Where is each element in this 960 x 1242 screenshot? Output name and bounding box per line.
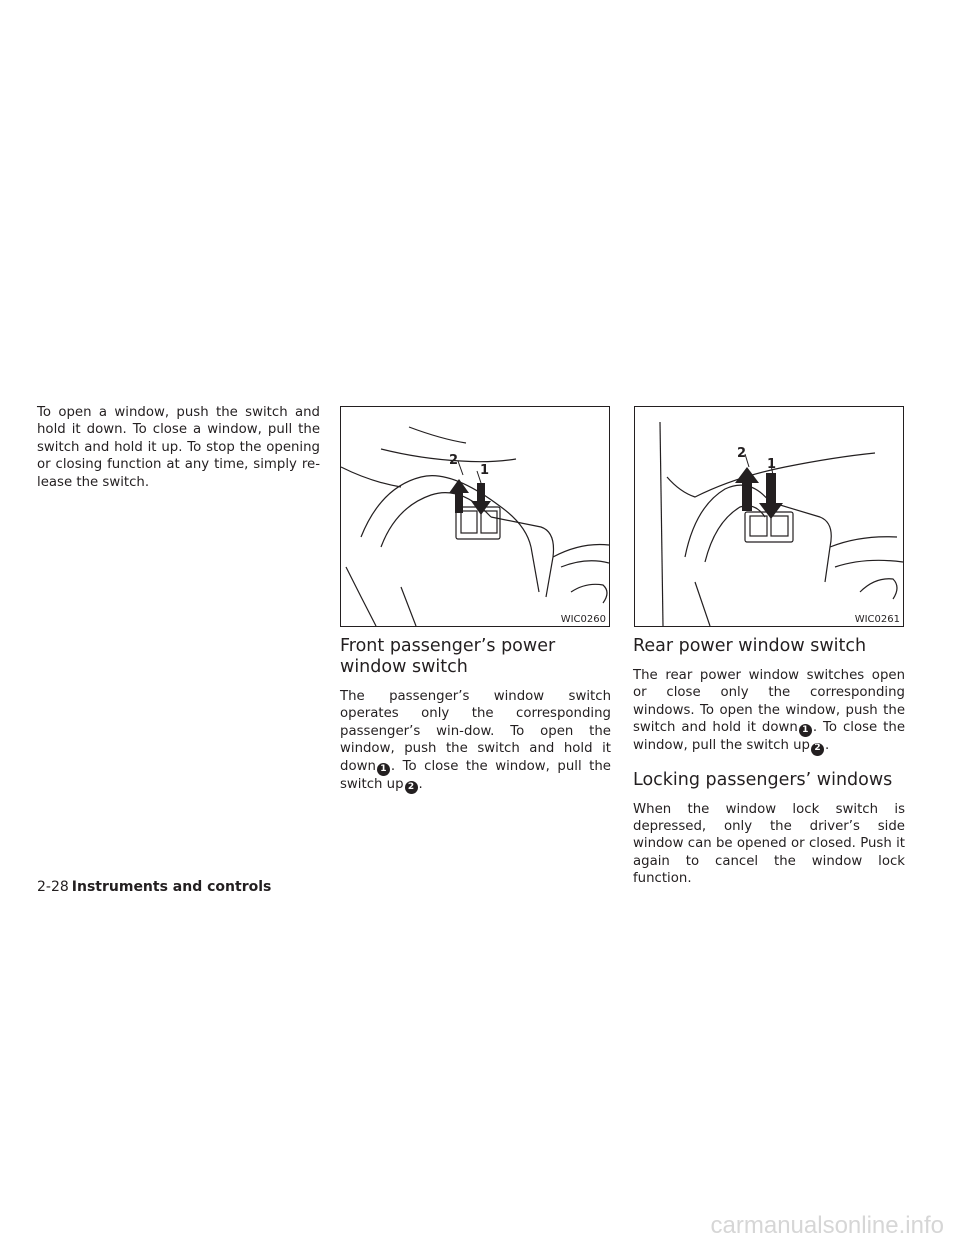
callout-1: 1 bbox=[767, 457, 777, 472]
page-footer bbox=[37, 878, 271, 896]
figure-code: WIC0260 bbox=[560, 614, 606, 625]
callout-2: 2 bbox=[449, 453, 459, 468]
locking-paragraph: When the window lock switch is depressed, only the driver’s side window can be opened or closed. Push it again to cancel the window lock function. bbox=[633, 801, 905, 887]
callout-2: 2 bbox=[737, 446, 747, 461]
rear-switch-paragraph: The rear power window switches open or close only the corresponding windows. To open the window, push the switch and hold it down 1 . To close the window, pull the switch up 2 . bbox=[633, 667, 905, 756]
figure-code: WIC0261 bbox=[854, 614, 900, 625]
rear-switch-column bbox=[633, 636, 905, 888]
callout-1-badge: 1 bbox=[799, 724, 812, 737]
front-switch-column bbox=[340, 636, 611, 794]
front-switch-paragraph: The passenger’s window switch operates only the corresponding passenger’s win-dow. To open the window, push the switch and hold it down 1 . To close the window, pull the switch up 2 . bbox=[340, 688, 611, 794]
front-switch-heading: Front passenger’s power window switch bbox=[340, 636, 556, 677]
intro-column bbox=[37, 404, 320, 491]
page-number: 2-28 bbox=[37, 879, 69, 895]
rear-switch-illustration bbox=[635, 407, 903, 626]
front-switch-illustration bbox=[341, 407, 609, 626]
intro-paragraph: To open a window, push the switch and hold it down. To close a window, pull the switch and hold it up. To stop the opening or closing function at any time, simply re-lease the switch. bbox=[37, 405, 320, 490]
site-watermark: carmanualsonline.info bbox=[710, 1212, 944, 1239]
rear-switch-heading: Rear power window switch bbox=[633, 636, 867, 656]
rear-switch-figure bbox=[634, 406, 904, 627]
callout-1: 1 bbox=[480, 463, 490, 478]
callout-2-badge: 2 bbox=[405, 781, 418, 794]
front-switch-figure bbox=[340, 406, 610, 627]
section-title: Instruments and controls bbox=[71, 879, 272, 895]
locking-heading: Locking passengers’ windows bbox=[633, 769, 893, 790]
callout-1-badge: 1 bbox=[377, 763, 390, 776]
callout-2-badge: 2 bbox=[811, 743, 824, 756]
